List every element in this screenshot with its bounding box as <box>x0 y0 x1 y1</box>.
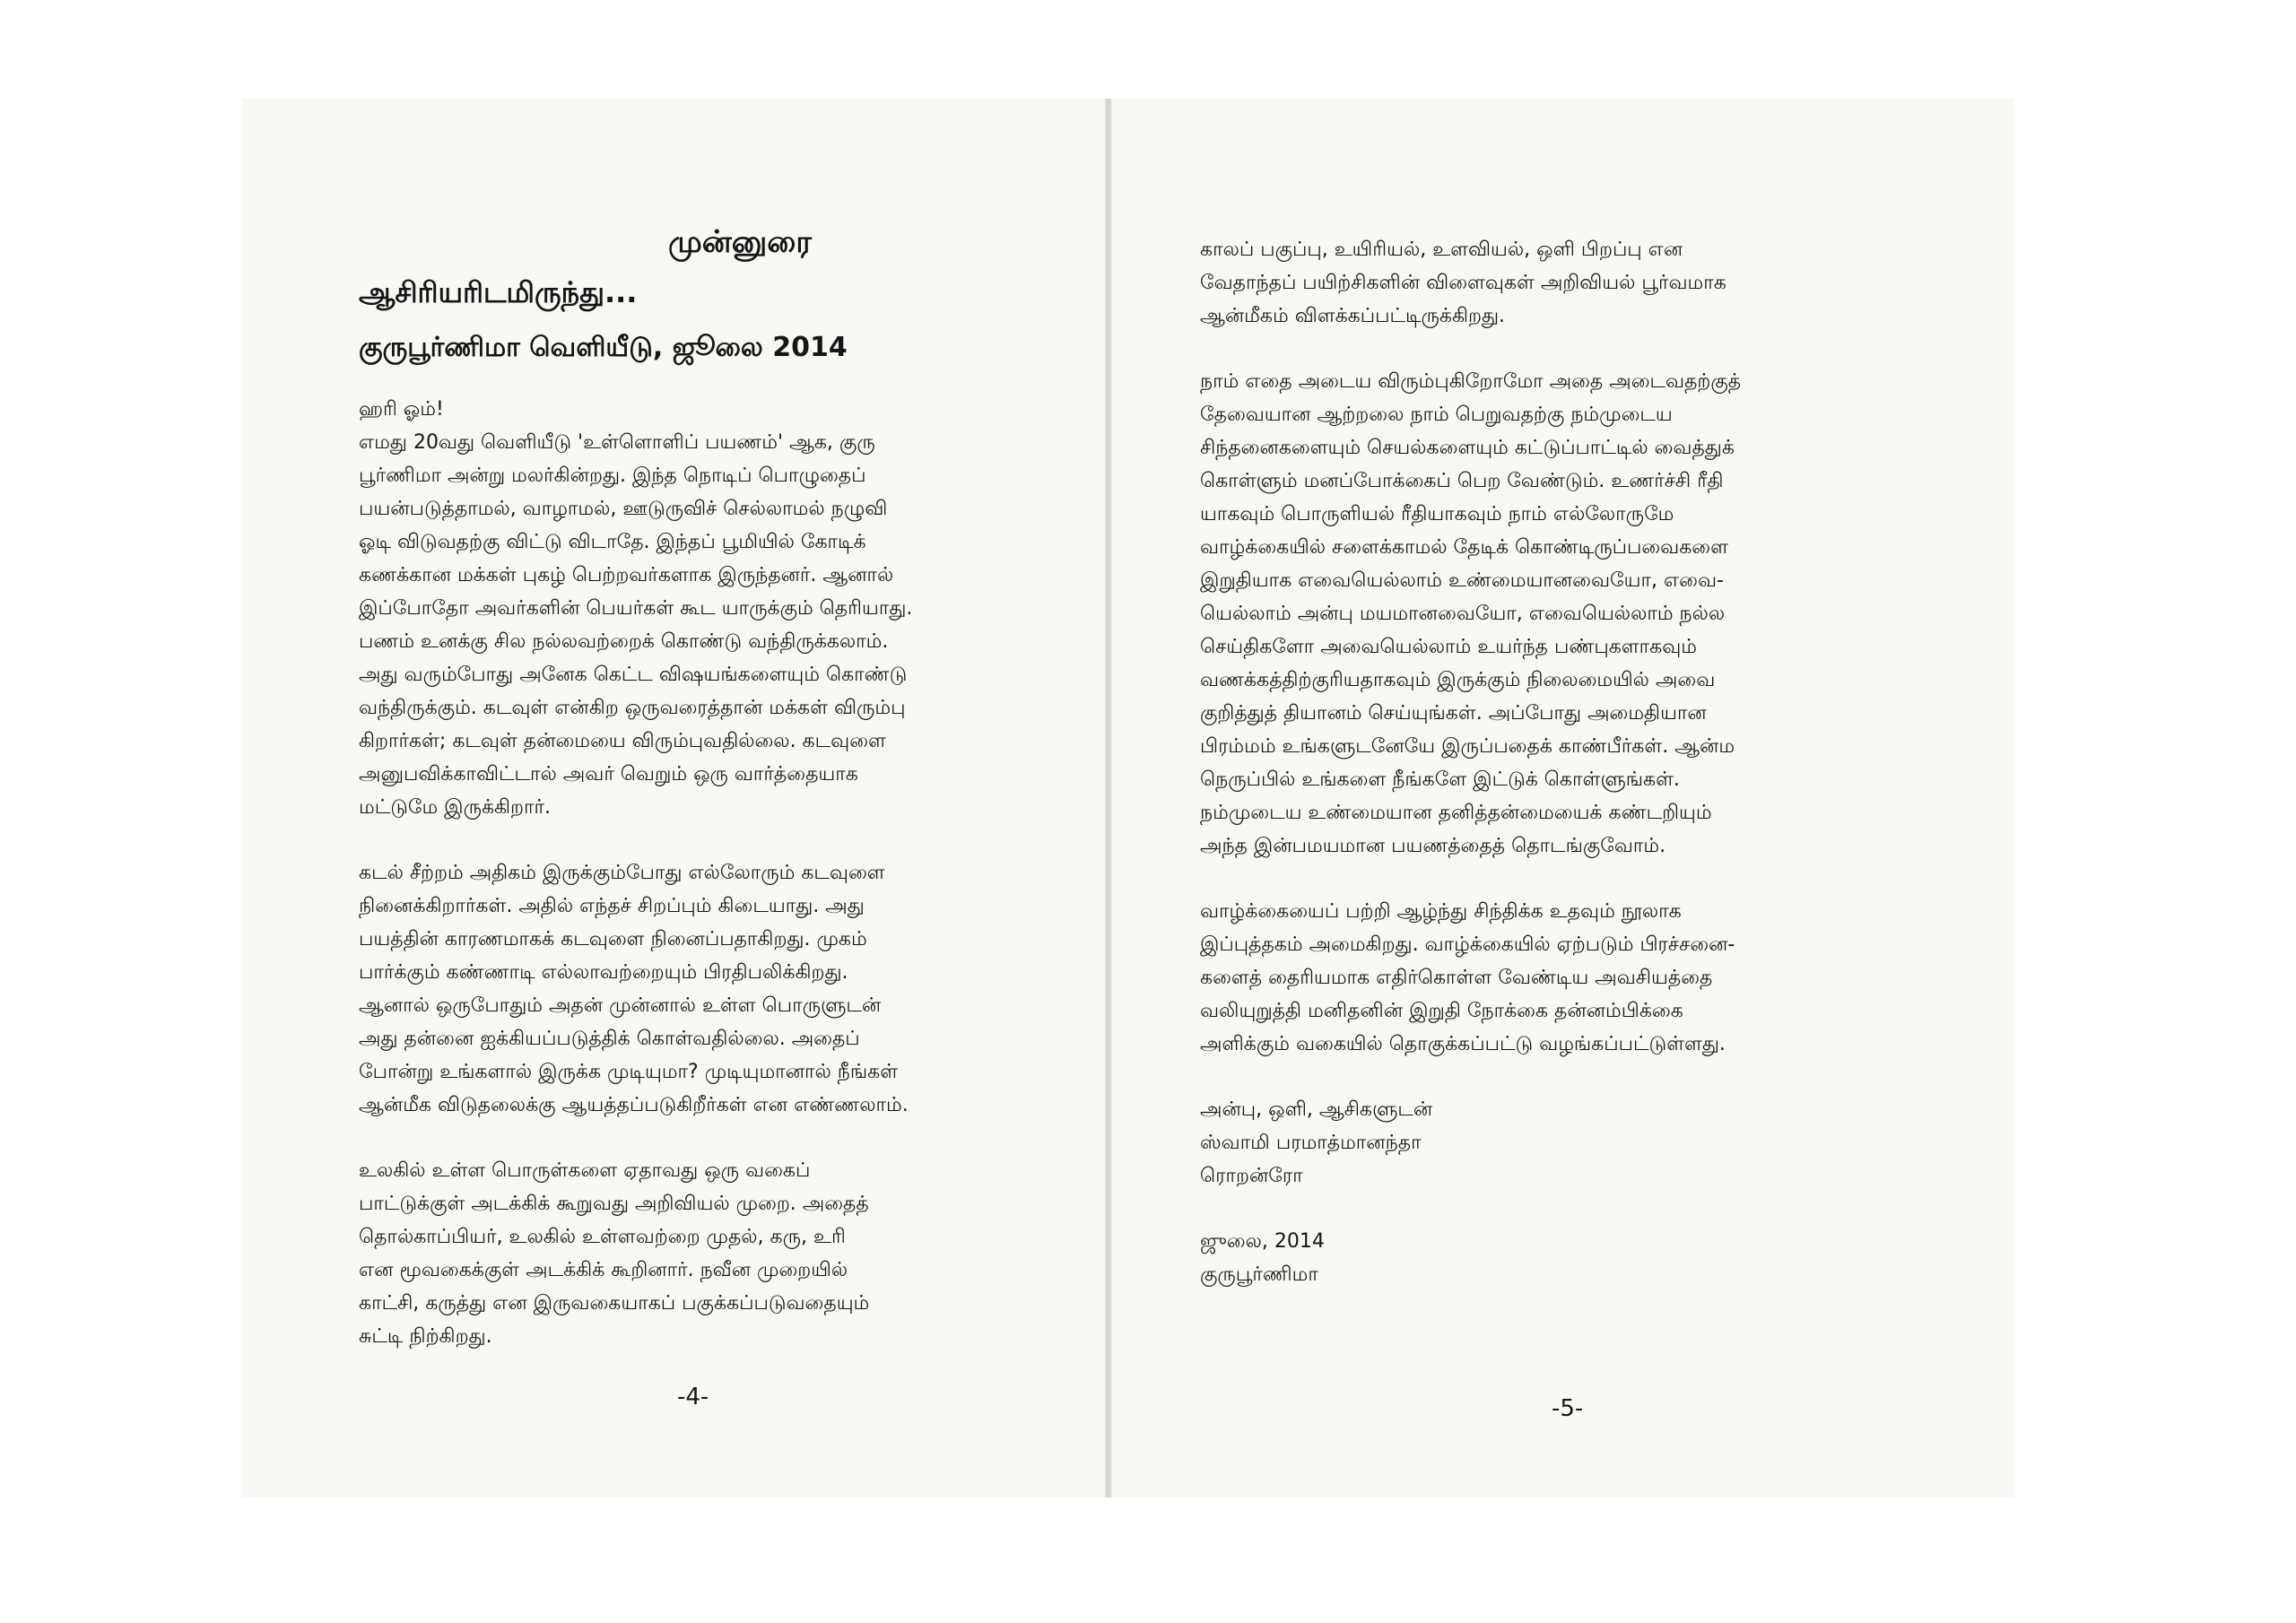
signature-line: ஸ்வாமி பரமாத்மானந்தா <box>1200 1132 1422 1154</box>
text-line: நாம் எதை அடைய விரும்புகிறோமோ அதை அடைவதற்குத் <box>1200 370 1742 393</box>
text-line: ஆன்மீக விடுதலைக்கு ஆயத்தப்படுகிறீர்கள் என எண்ணலாம். <box>359 1094 909 1116</box>
paragraph <box>1200 233 1855 333</box>
left-page-content <box>359 224 1013 1385</box>
page-number: -4- <box>677 1384 709 1410</box>
text-line: பாட்டுக்குள் அடக்கிக் கூறுவது அறிவியல் முறை. அதைத் <box>359 1193 869 1215</box>
paragraph <box>359 1154 1013 1353</box>
text-line: தேவையான ஆற்றலை நாம் பெறுவதற்கு நம்முடைய <box>1200 404 1673 426</box>
text-line: வணக்கத்திற்குரியதாகவும் இருக்கும் நிலைமையில் அவை <box>1200 669 1716 691</box>
text-line: செய்திகளோ அவையெல்லாம் உயர்ந்த பண்புகளாகவும் <box>1200 636 1697 658</box>
signature-line: அன்பு, ஒளி, ஆசிகளுடன் <box>1200 1098 1433 1121</box>
greeting: ஹரி ஓம்! <box>359 398 444 421</box>
text-line: காலப் பகுப்பு, உயிரியல், உளவியல், ஒளி பிறப்பு என <box>1200 239 1683 261</box>
text-line: மட்டுமே இருக்கிறார். <box>359 796 552 819</box>
text-line: இப்புத்தகம் அமைகிறது. வாழ்க்கையில் ஏற்படும் பிரச்சனை- <box>1200 933 1735 956</box>
text-line: காட்சி, கருத்து என இருவகையாகப் பகுக்கப்படுவதையும் <box>359 1292 870 1315</box>
text-line: கணக்கான மக்கள் புகழ் பெற்றவர்களாக இருந்தனர். ஆனால் <box>359 564 894 586</box>
paragraph <box>359 426 1013 824</box>
text-line: ஆனால் ஒருபோதும் அதன் முன்னால் உள்ள பொருளுடன் <box>359 994 882 1017</box>
text-line: எமது 20வது வெளியீடு 'உள்ளொளிப் பயணம்' ஆக, குரு <box>359 431 875 454</box>
text-line: ஆன்மீகம் விளக்கப்பட்டிருக்கிறது. <box>1200 305 1506 327</box>
signature-block <box>1200 1093 1855 1193</box>
text-line: இப்போதோ அவர்களின் பெயர்கள் கூட யாருக்கும் தெரியாது. <box>359 597 913 620</box>
text-line: என மூவகைக்குள் அடக்கிக் கூறினார். நவீன முறையில் <box>359 1259 848 1281</box>
signature-line: ரொறன்ரோ <box>1200 1165 1303 1187</box>
paragraph <box>359 856 1013 1122</box>
text-line: பூர்ணிமா அன்று மலர்கின்றது. இந்த நொடிப் பொழுதைப் <box>359 464 866 487</box>
text-line: வாழ்க்கையில் சளைக்காமல் தேடிக் கொண்டிருப்பவைகளை <box>1200 536 1728 559</box>
text-line: ஓடி விடுவதற்கு விட்டு விடாதே. இந்தப் பூமியில் கோடிக் <box>359 531 866 553</box>
text-line: நெருப்பில் உங்களை நீங்களே இட்டுக் கொள்ளுங்கள். <box>1200 768 1680 791</box>
page-number: -5- <box>1552 1395 1584 1422</box>
text-line: தொல்காப்பியர், உலகில் உள்ளவற்றை முதல், கரு, உரி <box>359 1226 846 1248</box>
right-page-content <box>1200 233 1855 1291</box>
right-page <box>1112 99 2013 1497</box>
text-line: வந்திருக்கும். கடவுள் என்கிற ஒருவரைத்தான் மக்கள் விரும்பு <box>359 697 906 719</box>
text-line: பயத்தின் காரணமாகக் கடவுளை நினைப்பதாகிறது. முகம் <box>359 928 867 950</box>
text-line: கிறார்கள்; கடவுள் தன்மையை விரும்புவதில்லை. கடவுளை <box>359 730 886 752</box>
text-line: பணம் உனக்கு சில நல்லவற்றைக் கொண்டு வந்திருக்கலாம். <box>359 630 889 653</box>
release-line: குருபூர்ணிமா வெளியீடு, ஜூலை 2014 <box>359 332 848 363</box>
text-line: அது வரும்போது அனேக கெட்ட விஷயங்களையும் கொண்டு <box>359 664 908 686</box>
text-line: அந்த இன்பமயமான பயணத்தைத் தொடங்குவோம். <box>1200 835 1666 857</box>
text-line: கொள்ளும் மனப்போக்கைப் பெற வேண்டும். உணர்ச்சி ரீதி <box>1200 470 1724 492</box>
text-line: இறுதியாக எவையெல்லாம் உண்மையானவையோ, எவை- <box>1200 569 1724 592</box>
text-line: வலியுறுத்தி மனிதனின் இறுதி நோக்கை தன்னம்பிக்கை <box>1200 1000 1683 1022</box>
text-line: பிரம்மம் உங்களுடனேயே இருப்பதைக் காண்பீர்கள். ஆன்ம <box>1200 735 1735 758</box>
date-line: குருபூர்ணிமா <box>1200 1263 1318 1286</box>
text-line: களைத் தைரியமாக எதிர்கொள்ள வேண்டிய அவசியத்தை <box>1200 967 1713 989</box>
left-page <box>242 99 1108 1497</box>
text-line: போன்று உங்களால் இருக்க முடியுமா? முடியுமானால் நீங்கள் <box>359 1061 899 1083</box>
text-line: பார்க்கும் கண்ணாடி எல்லாவற்றையும் பிரதிபலிக்கிறது. <box>359 961 848 984</box>
page-subtitle: ஆசிரியரிடமிருந்து... <box>359 275 638 309</box>
paragraph <box>1200 895 1855 1061</box>
text-line: சிந்தனைகளையும் செயல்களையும் கட்டுப்பாட்டில் வைத்துக் <box>1200 437 1735 459</box>
date-block <box>1200 1225 1855 1291</box>
text-line: வேதாந்தப் பயிற்சிகளின் விளைவுகள் அறிவியல் பூர்வமாக <box>1200 272 1726 294</box>
text-line: அனுபவிக்காவிட்டால் அவர் வெறும் ஒரு வார்த்தையாக <box>359 763 858 785</box>
text-line: யாகவும் பொருளியல் ரீதியாகவும் நாம் எல்லோருமே <box>1200 503 1674 525</box>
text-line: அது தன்னை ஐக்கியப்படுத்திக் கொள்வதில்லை. அதைப் <box>359 1028 860 1050</box>
text-line: யெல்லாம் அன்பு மயமானவையோ, எவையெல்லாம் நல்ல <box>1200 603 1726 625</box>
text-line: குறித்துத் தியானம் செய்யுங்கள். அப்போது அமைதியான <box>1200 702 1707 725</box>
text-line: பயன்படுத்தாமல், வாழாமல், ஊடுருவிச் செல்லாமல் நழுவி <box>359 498 888 520</box>
text-line: நம்முடைய உண்மையான தனித்தன்மையைக் கண்டறியும் <box>1200 802 1712 824</box>
text-line: அளிக்கும் வகையில் தொகுக்கப்பட்டு வழங்கப்பட்டுள்ளது. <box>1200 1033 1726 1055</box>
page-title: முன்னுரை <box>668 224 812 260</box>
date-line: ஜுலை, 2014 <box>1200 1230 1325 1253</box>
book-gutter <box>1105 99 1112 1497</box>
text-line: கடல் சீற்றம் அதிகம் இருக்கும்போது எல்லோரும் கடவுளை <box>359 862 885 884</box>
text-line: வாழ்க்கையைப் பற்றி ஆழ்ந்து சிந்திக்க உதவும் நூலாக <box>1200 900 1682 923</box>
text-line: நினைக்கிறார்கள். அதில் எந்தச் சிறப்பும் கிடையாது. அது <box>359 895 865 917</box>
paragraph <box>1200 365 1855 863</box>
text-line: சுட்டி நிற்கிறது. <box>359 1325 492 1348</box>
text-line: உலகில் உள்ள பொருள்களை ஏதாவது ஒரு வகைப் <box>359 1159 811 1182</box>
